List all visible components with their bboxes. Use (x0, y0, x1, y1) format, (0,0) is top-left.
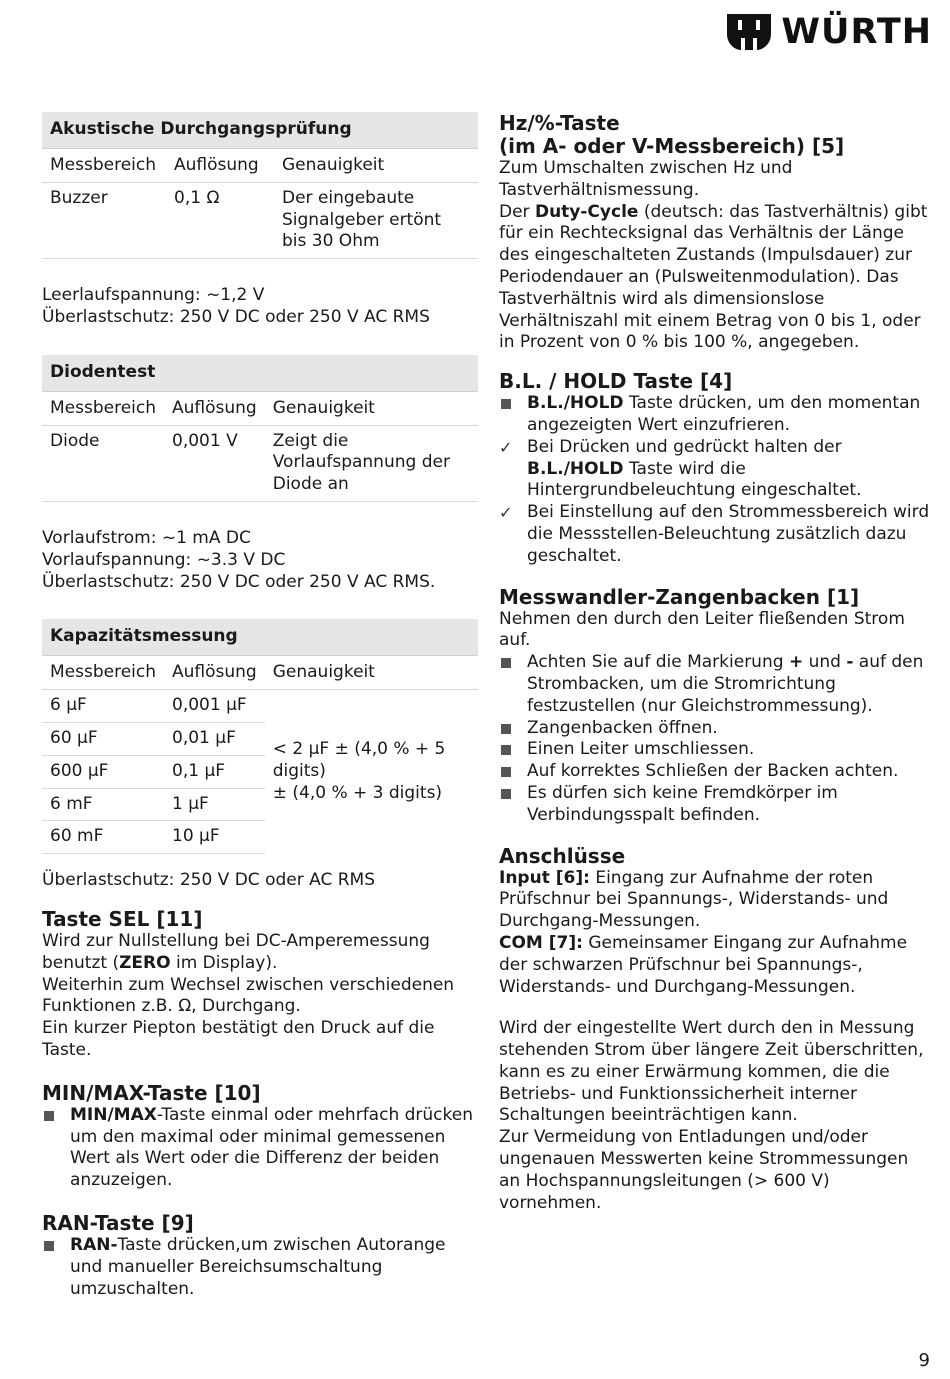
square-bullet-icon (44, 1241, 54, 1251)
table-cell: 0,001 µF (164, 690, 265, 723)
square-bullet-icon (501, 724, 511, 734)
table-cell: 6 mF (42, 788, 164, 821)
column-header: Auflösung (164, 656, 265, 690)
table-cell: Buzzer (42, 182, 166, 258)
table-row (42, 690, 478, 723)
table-title: Diodentest (42, 355, 478, 392)
paragraph: Ein kurzer Piepton bestätigt den Druck auf die Taste. (42, 1018, 435, 1060)
acoustic-test-table (42, 112, 478, 259)
note: Vorlaufspannung: ~3.3 V DC (42, 549, 286, 570)
column-header: Genauigkeit (265, 656, 478, 690)
paragraph: Input [6]: Eingang zur Aufnahme der roten Prüfschnur bei Spannungs-, Widerstands- und Durchgang-Messungen. (499, 867, 889, 932)
list-item: Achten Sie auf die Markierung + und - auf den Strombacken, um die Stromrichtung festzustellen (nur Gleichstrommessung). (499, 652, 931, 717)
column-header: Auflösung (164, 391, 265, 425)
note: Überlastschutz: 250 V DC oder 250 V AC RMS. (42, 571, 436, 592)
table-title: Kapazitätsmessung (42, 619, 478, 656)
list-item: Es dürfen sich keine Fremdkörper im Verbindungsspalt befinden. (499, 783, 931, 827)
bullet-list (42, 1235, 478, 1300)
accuracy-line: < 2 µF ± (4,0 % + 5 digits) (272, 738, 446, 781)
paragraph: Der Duty-Cycle (deutsch: das Tastverhältnis) gibt für ein Rechtecksignal das Verhältnis der Länge des eingeschalteten Zustands (Impulsdauer) zur Periodendauer an (Pulsweitenmodulation). Das Tastverhältnis wird als dimensionslose Verhältniszahl mit einem Betrag von 0 bis 1, oder in Prozent von 0 % bis 100 %, angegeben. (499, 201, 928, 353)
note: Überlastschutz: 250 V DC oder AC RMS (42, 870, 375, 891)
column-header: Genauigkeit (265, 391, 478, 425)
note: Überlastschutz: 250 V DC oder 250 V AC RMS (42, 306, 430, 327)
section-heading: RAN-Taste [9] (42, 1210, 194, 1235)
paragraph: Nehmen den durch den Leiter fließenden Strom auf. (499, 608, 905, 651)
right-column (499, 112, 931, 1214)
list-item: RAN-Taste drücken,um zwischen Autorange und manueller Bereichsumschaltung umzuschalten. (42, 1235, 478, 1300)
square-bullet-icon (501, 789, 511, 799)
paragraph: Zum Umschalten zwischen Hz und Tastverhältnismessung. (499, 158, 793, 200)
diode-test-table (42, 355, 478, 502)
note: Leerlaufspannung: ~1,2 V (42, 285, 265, 306)
table-cell: 0,01 µF (164, 722, 265, 755)
table-cell: 0,001 V (164, 425, 265, 501)
square-bullet-icon (501, 399, 511, 409)
square-bullet-icon (44, 1111, 54, 1121)
table-cell: 10 µF (164, 821, 265, 854)
column-header: Genauigkeit (274, 149, 478, 183)
list-item: ✓ Bei Drücken und gedrückt halten der B.L./HOLD Taste wird die Hintergrundbeleuchtung eingeschaltet. (499, 436, 862, 501)
section-heading: Taste SEL [11] (42, 906, 203, 931)
checkmark-icon: ✓ (499, 503, 513, 523)
paragraph: Zur Vermeidung von Entladungen und/oder ungenauen Messwerten keine Strommessungen an Hochspannungsleitungen (> 600 V) vornehmen. (499, 1127, 909, 1213)
table-cell: Zeigt die Vorlaufspannung der Diode an (265, 425, 478, 501)
square-bullet-icon (501, 658, 511, 668)
checkmark-icon: ✓ (499, 437, 513, 457)
square-bullet-icon (501, 745, 511, 755)
column-header: Messbereich (42, 391, 164, 425)
bullet-list (499, 652, 931, 826)
table-title: Akustische Durchgangsprüfung (42, 112, 478, 149)
column-header: Auflösung (166, 149, 274, 183)
list-item: B.L./HOLD Taste drücken, um den momentan angezeigten Wert einzufrieren. (499, 393, 931, 437)
table-cell: 600 µF (42, 755, 164, 788)
list-item: MIN/MAX-Taste einmal oder mehrfach drücken um den maximal oder minimal gemessenen Wert als Wert oder die Differenz der beiden anzuzeigen. (42, 1105, 478, 1192)
list-item: Zangenbacken öffnen. (499, 718, 931, 740)
brand-logo (725, 12, 932, 52)
section-heading: Messwandler-Zangenbacken [1] (499, 584, 860, 609)
column-header: Messbereich (42, 656, 164, 690)
table-cell: Der eingebaute Signalgeber ertönt bis 30 Ohm (274, 182, 478, 258)
paragraph: COM [7]: Gemeinsamer Eingang zur Aufnahme der schwarzen Prüfschnur bei Spannungs-, Widerstands- und Durchgang-Messungen. (499, 932, 908, 997)
paragraph: Wird der eingestellte Wert durch den in Messung stehenden Strom über längere Zeit überschritten, kann es zu einer Erwärmung kommen, die die Betriebs- und Funktionssicherheit interner Schaltungen beeinträchtigen kann. (499, 1018, 924, 1126)
section-heading: Hz/%-Taste (im A- oder V-Messbereich) [5] (499, 111, 845, 158)
note: Vorlaufstrom: ~1 mA DC (42, 527, 251, 548)
brand-name: WÜRTH (781, 11, 932, 52)
bullet-list (499, 393, 931, 567)
paragraph: Weiterhin zum Wechsel zwischen verschiedenen Funktionen z.B. Ω, Durchgang. (42, 974, 455, 1017)
page-number: 9 (918, 1350, 930, 1371)
list-item: ✓ Bei Einstellung auf den Strommessbereich wird die Messstellen-Beleuchtung zusätzlich dazu geschaltet. (499, 502, 930, 566)
section-heading: B.L. / HOLD Taste [4] (499, 369, 733, 394)
column-header: Messbereich (42, 149, 166, 183)
section-heading: MIN/MAX-Taste [10] (42, 1080, 261, 1105)
table-cell: 60 µF (42, 722, 164, 755)
bullet-list (42, 1105, 478, 1192)
list-item: Auf korrektes Schließen der Backen achten. (499, 761, 931, 783)
table-cell: 6 µF (42, 690, 164, 723)
section-heading: Anschlüsse (499, 843, 626, 868)
table-cell: 0,1 µF (164, 755, 265, 788)
table-cell: 1 µF (164, 788, 265, 821)
accuracy-cell (265, 690, 478, 854)
wuerth-logo-icon (725, 12, 773, 52)
accuracy-line: ± (4,0 % + 3 digits) (272, 782, 443, 803)
left-column (42, 112, 478, 1300)
capacity-table (42, 619, 478, 854)
square-bullet-icon (501, 767, 511, 777)
table-cell: 60 mF (42, 821, 164, 854)
list-item: Einen Leiter umschliessen. (499, 739, 931, 761)
table-cell: Diode (42, 425, 164, 501)
table-cell: 0,1 Ω (166, 182, 274, 258)
paragraph: Wird zur Nullstellung bei DC-Amperemessung benutzt (ZERO im Display). (42, 930, 430, 973)
